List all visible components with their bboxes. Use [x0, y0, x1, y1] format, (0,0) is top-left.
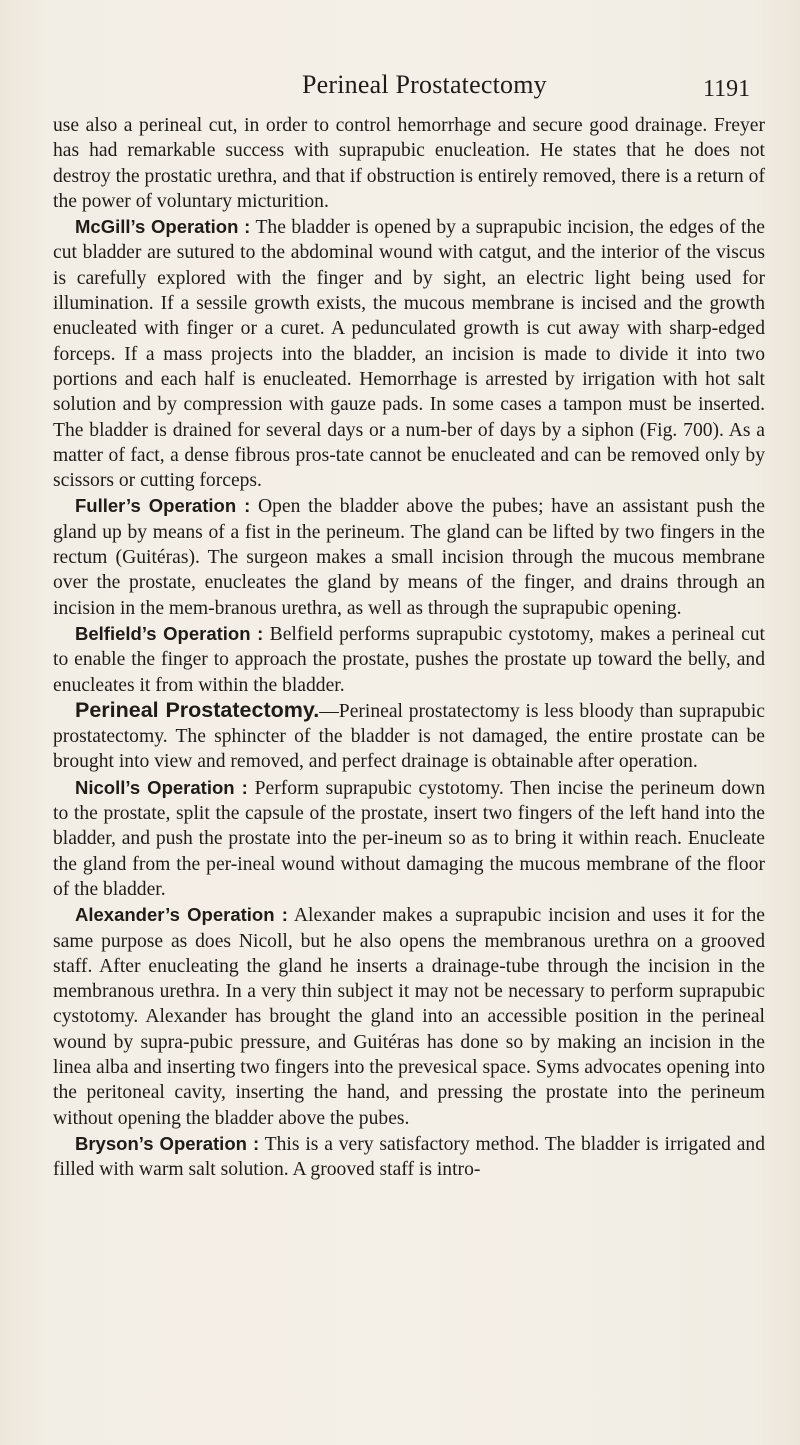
paragraph-mcgill-operation	[53, 214, 765, 493]
paragraph-continuation	[53, 113, 765, 214]
run-in-heading: Fuller’s Operation :	[75, 495, 251, 517]
run-in-heading: Nicoll’s Operation :	[75, 776, 248, 798]
paragraph-fuller-operation	[53, 493, 765, 620]
paragraph-text: —Perineal prostatectomy is less bloody than suprapubic prostatectomy. The sphincter of the bladder is not damaged, the entire prostate can be brought into view and removed, and perfect drainage is obtainable after operation.	[53, 700, 765, 773]
paragraph-nicoll-operation	[53, 775, 765, 902]
run-in-heading: Bryson’s Operation :	[75, 1132, 260, 1154]
section-heading: Perineal Prostatectomy.	[75, 697, 320, 722]
paragraph-belfield-operation	[53, 621, 765, 698]
paragraph-text: use also a perineal cut, in order to control hemorrhage and secure good drainage. Freyer has had remarkable success with suprapubic enucleation. He states that he does not destroy the prostatic urethra, and that if obstruction is entirely removed, there is a return of the power of voluntary micturition.	[53, 115, 765, 212]
running-title: Perineal Prostatectomy	[302, 70, 547, 99]
paragraph-text: The bladder is opened by a suprapubic incision, the edges of the cut bladder are sutured to the abdominal wound with catgut, and the interior of the viscus is carefully explored with the finger and by sight, an electric light being used for illumination. If a sessile growth exists, the mucous membrane is incised and the growth enucleated with finger or a curet. A pedunculated growth is cut away with sharp-edged forceps. If a mass projects into the bladder, an incision is made to divide it into two portions and each half is enucleated. Hemorrhage is arrested by irrigation with hot salt solution and by compression with gauze pads. In some cases a tampon must be inserted. The bladder is drained for several days or a num-ber of days by a siphon (Fig. 700). As a matter of fact, a dense fibrous pros-tate cannot be enucleated and can be removed only by scissors or cutting forceps.	[53, 217, 765, 492]
run-in-heading: Alexander’s Operation :	[75, 904, 288, 926]
paragraph-text: Open the bladder above the pubes; have an assistant push the gland up by means of a fist in the perineum. The gland can be lifted by two fingers in the rectum (Guitéras). The surgeon makes a small incision through the mucous membrane over the prostate, enucleates the gland by means of the finger, and drains through an incision in the mem-branous urethra, as well as through the suprapubic opening.	[53, 496, 765, 619]
run-in-heading: McGill’s Operation :	[75, 216, 251, 238]
paragraph-alexander-operation	[53, 902, 765, 1131]
page-number: 1191	[703, 76, 751, 102]
paragraph-perineal-prostatectomy	[53, 698, 765, 775]
run-in-heading: Belfield’s Operation :	[75, 622, 264, 644]
paragraph-bryson-operation	[53, 1131, 765, 1183]
page-header	[0, 60, 800, 100]
paragraph-text: Belfield performs suprapubic cystotomy, makes a perineal cut to enable the finger to approach the prostate, pushes the prostate up toward the belly, and enucleates it from within the bladder.	[53, 623, 766, 696]
body-text	[53, 113, 765, 1182]
paragraph-text: Alexander makes a suprapubic incision and uses it for the same purpose as does Nicoll, but he also opens the membranous urethra on a grooved staff. After enucleating the gland he inserts a drainage-tube through the incision in the membranous urethra. In a very thin subject it may not be necessary to perform suprapubic cystotomy. Alexander has brought the gland into an accessible position in the perineal wound by supra-pubic pressure, and Guitéras has done so by making an incision in the linea alba and inserting two fingers into the prevesical space. Syms advocates opening into the peritoneal cavity, inserting the hand, and pressing the prostate into the perineum without opening the bladder above the pubes.	[53, 905, 765, 1129]
paragraph-text: Perform suprapubic cystotomy. Then incise the perineum down to the prostate, split the capsule of the prostate, insert two fingers of the left hand into the bladder, and push the prostate into the per-ineum so as to bring it within reach. Enucleate the gland from the per-ineal wound without damaging the mucous membrane of the floor of the bladder.	[53, 777, 765, 900]
paragraph-text: This is a very satisfactory method. The bladder is irrigated and filled with warm salt solution. A grooved staff is intro-	[53, 1133, 765, 1181]
